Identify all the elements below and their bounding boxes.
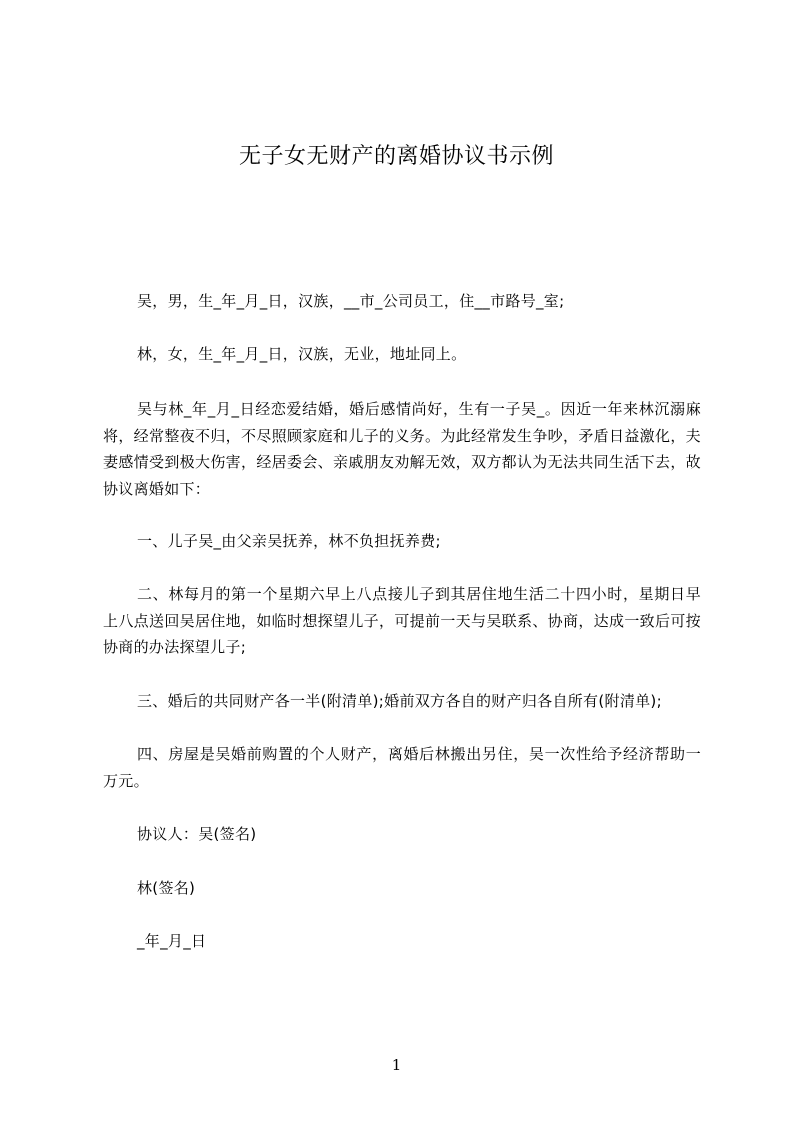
signature-date: _年_月_日 — [137, 932, 207, 950]
paragraph-background: 吴与林_年_月_日经恋爱结婚，婚后感情尚好，生有一子吴_。因近一年来林沉溺麻将，经常整夜不归，不尽照顾家庭和儿子的义务。为此经常发生争吵，矛盾日益激化，夫妻感情受到极大伤害，经居委会、亲戚朋友劝解无效，双方都认为无法共同生活下去，故协议离婚如下： — [103, 400, 701, 498]
paragraph-party-wu: 吴，男，生_年_月_日，汉族，__市_公司员工，住__市路号_室; — [137, 292, 565, 310]
paragraph-party-lin: 林，女，生_年_月_日，汉族，无业，地址同上。 — [137, 345, 467, 363]
signature-wu: 协议人：吴(签名) — [137, 825, 257, 843]
document-title: 无子女无财产的离婚协议书示例 — [238, 144, 554, 169]
page-number: 1 — [391, 1056, 402, 1074]
clause-two: 二、林每月的第一个星期六早上八点接儿子到其居住地生活二十四小时，星期日早上八点送回吴居住地，如临时想探望儿子，可提前一天与吴联系、协商，达成一致后可按协商的办法探望儿子; — [103, 585, 701, 656]
signature-lin: 林(签名) — [137, 879, 196, 897]
clause-four: 四、房屋是吴婚前购置的个人财产，离婚后林搬出另住，吴一次性给予经济帮助一万元。 — [103, 745, 701, 790]
clause-three: 三、婚后的共同财产各一半(附清单);婚前双方各自的财产归各自所有(附清单); — [137, 692, 662, 710]
clause-one: 一、儿子吴_由父亲吴抚养，林不负担抚养费; — [137, 532, 441, 550]
